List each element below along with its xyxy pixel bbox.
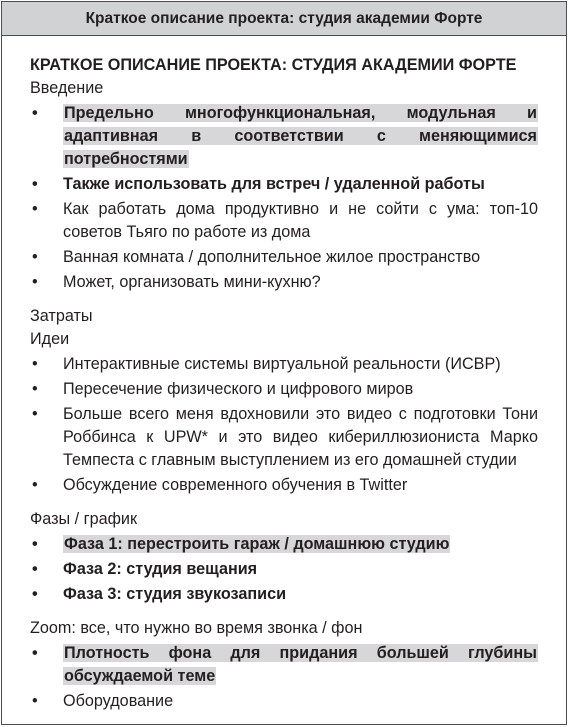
item-text: Фаза 2: студия вещания — [63, 560, 258, 578]
list-item — [30, 583, 538, 606]
list-item — [30, 403, 538, 472]
document-title: КРАТКОЕ ОПИСАНИЕ ПРОЕКТА: СТУДИЯ АКАДЕМИИ ФОРТЕ — [30, 56, 517, 74]
highlighted-text: Плотность фона для придания большей глубины обсуждаемой теме — [64, 644, 537, 685]
item-text: Может, организовать мини-кухню? — [63, 273, 321, 291]
item-text: Также использовать для встреч / удаленной работы — [63, 175, 485, 193]
list-item — [30, 246, 538, 269]
section-label-costs: Затраты — [30, 307, 93, 325]
list-item — [30, 173, 538, 196]
item-text: Пересечение физического и цифрового миров — [63, 380, 414, 398]
item-text: Ванная комната / дополнительное жилое пространство — [63, 248, 481, 266]
list-item — [30, 642, 538, 688]
intro-list — [30, 102, 538, 294]
list-item — [30, 198, 538, 244]
header-title: Краткое описание проекта: студия академии Форте — [85, 9, 483, 27]
item-text: Как работать дома продуктивно и не сойти с ума: топ-10 советов Тьяго по работе из дома — [63, 200, 538, 241]
item-text: Больше всего меня вдохновили это видео с подготовки Тони Роббинса к UPW* и это видео кибериллюзиониста Марко Темпеста с главным выступлением из его домашней студии — [63, 405, 538, 469]
list-item — [30, 271, 538, 294]
ideas-list — [30, 353, 538, 497]
list-item — [30, 474, 538, 497]
item-text: Оборудование — [63, 692, 174, 710]
highlighted-text: Предельно многофункциональная, модульная и адаптивная в соответствии с меняющимися потребностями — [64, 104, 537, 168]
item-text: Интерактивные системы виртуальной реальности (ИСВР) — [63, 355, 501, 373]
section-label-ideas: Идеи — [30, 330, 70, 348]
list-item — [30, 558, 538, 581]
list-item — [30, 102, 538, 171]
list-item — [30, 353, 538, 376]
list-item — [30, 690, 538, 713]
item-text: Обсуждение современного обучения в Twitter — [63, 476, 408, 494]
header-bar — [2, 2, 566, 36]
section-label-zoom: Zoom: все, что нужно во время звонка / фон — [30, 619, 363, 637]
section-label-intro: Введение — [30, 79, 104, 97]
zoom-list — [30, 642, 538, 713]
phases-list — [30, 533, 538, 606]
document-body — [2, 36, 566, 713]
document-frame — [1, 1, 567, 725]
list-item — [30, 533, 538, 556]
list-item — [30, 378, 538, 401]
item-text: Фаза 3: студия звукозаписи — [63, 585, 287, 603]
highlighted-text: Фаза 1: перестроить гараж / домашнюю студию — [64, 535, 450, 553]
section-label-phases: Фазы / график — [30, 510, 138, 528]
